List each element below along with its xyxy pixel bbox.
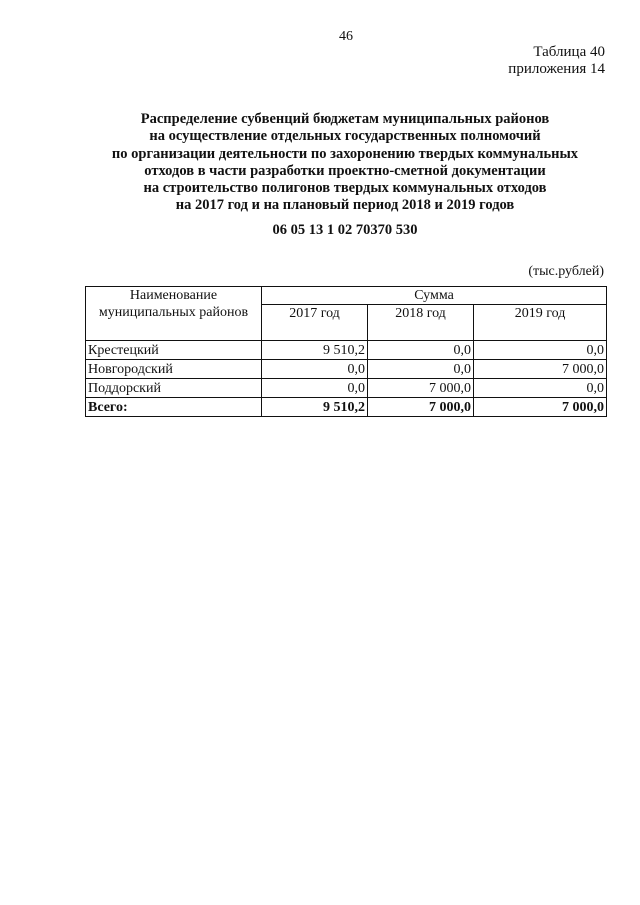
total-value-2019: 7 000,0 xyxy=(474,398,607,417)
row-value-2017: 0,0 xyxy=(262,379,368,398)
table-header-row xyxy=(86,287,607,305)
title-line: отходов в части разработки проектно-сметной документации xyxy=(144,162,546,179)
header-year-2018: 2018 год xyxy=(368,305,474,341)
table-row xyxy=(86,379,607,398)
budget-code: 06 05 13 1 02 70370 530 xyxy=(272,222,418,238)
total-value-2018: 7 000,0 xyxy=(368,398,474,417)
row-district-name: Поддорский xyxy=(86,379,262,398)
title-line: на 2017 год и на плановый период 2018 и 2019 годов xyxy=(175,197,515,214)
table-ref-line2: приложения 14 xyxy=(508,61,605,77)
document-title xyxy=(0,111,640,215)
title-line: по организации деятельности по захоронению твердых коммунальных xyxy=(111,145,579,162)
total-value-2017: 9 510,2 xyxy=(262,398,368,417)
title-line: Распределение субвенций бюджетам муниципальных районов xyxy=(140,111,550,127)
row-value-2018: 7 000,0 xyxy=(368,379,474,398)
row-value-2018: 0,0 xyxy=(368,341,474,360)
row-value-2019: 0,0 xyxy=(474,379,607,398)
row-value-2019: 0,0 xyxy=(474,341,607,360)
title-line: на осуществление отдельных государственных полномочий xyxy=(149,128,541,145)
header-district-name xyxy=(86,287,262,341)
table-row xyxy=(86,341,607,360)
table-total-row xyxy=(86,398,607,417)
row-value-2019: 7 000,0 xyxy=(474,360,607,379)
row-district-name: Новгородский xyxy=(86,360,262,379)
row-district-name: Крестецкий xyxy=(86,341,262,360)
table-ref-line1: Таблица 40 xyxy=(533,44,605,60)
subvention-table xyxy=(85,286,607,417)
total-label: Всего: xyxy=(86,398,262,417)
table-reference xyxy=(508,44,605,78)
row-value-2017: 9 510,2 xyxy=(262,341,368,360)
header-name-line2: муниципальных районов xyxy=(98,305,249,320)
table-row xyxy=(86,360,607,379)
page-number: 46 xyxy=(339,29,353,44)
units-label: (тыс.рублей) xyxy=(528,264,604,279)
title-line: на строительство полигонов твердых коммунальных отходов xyxy=(143,180,547,197)
header-year-2019: 2019 год xyxy=(474,305,607,341)
header-sum: Сумма xyxy=(262,287,607,305)
row-value-2018: 0,0 xyxy=(368,360,474,379)
row-value-2017: 0,0 xyxy=(262,360,368,379)
header-year-2017: 2017 год xyxy=(262,305,368,341)
header-name-line1: Наименование xyxy=(129,288,218,303)
